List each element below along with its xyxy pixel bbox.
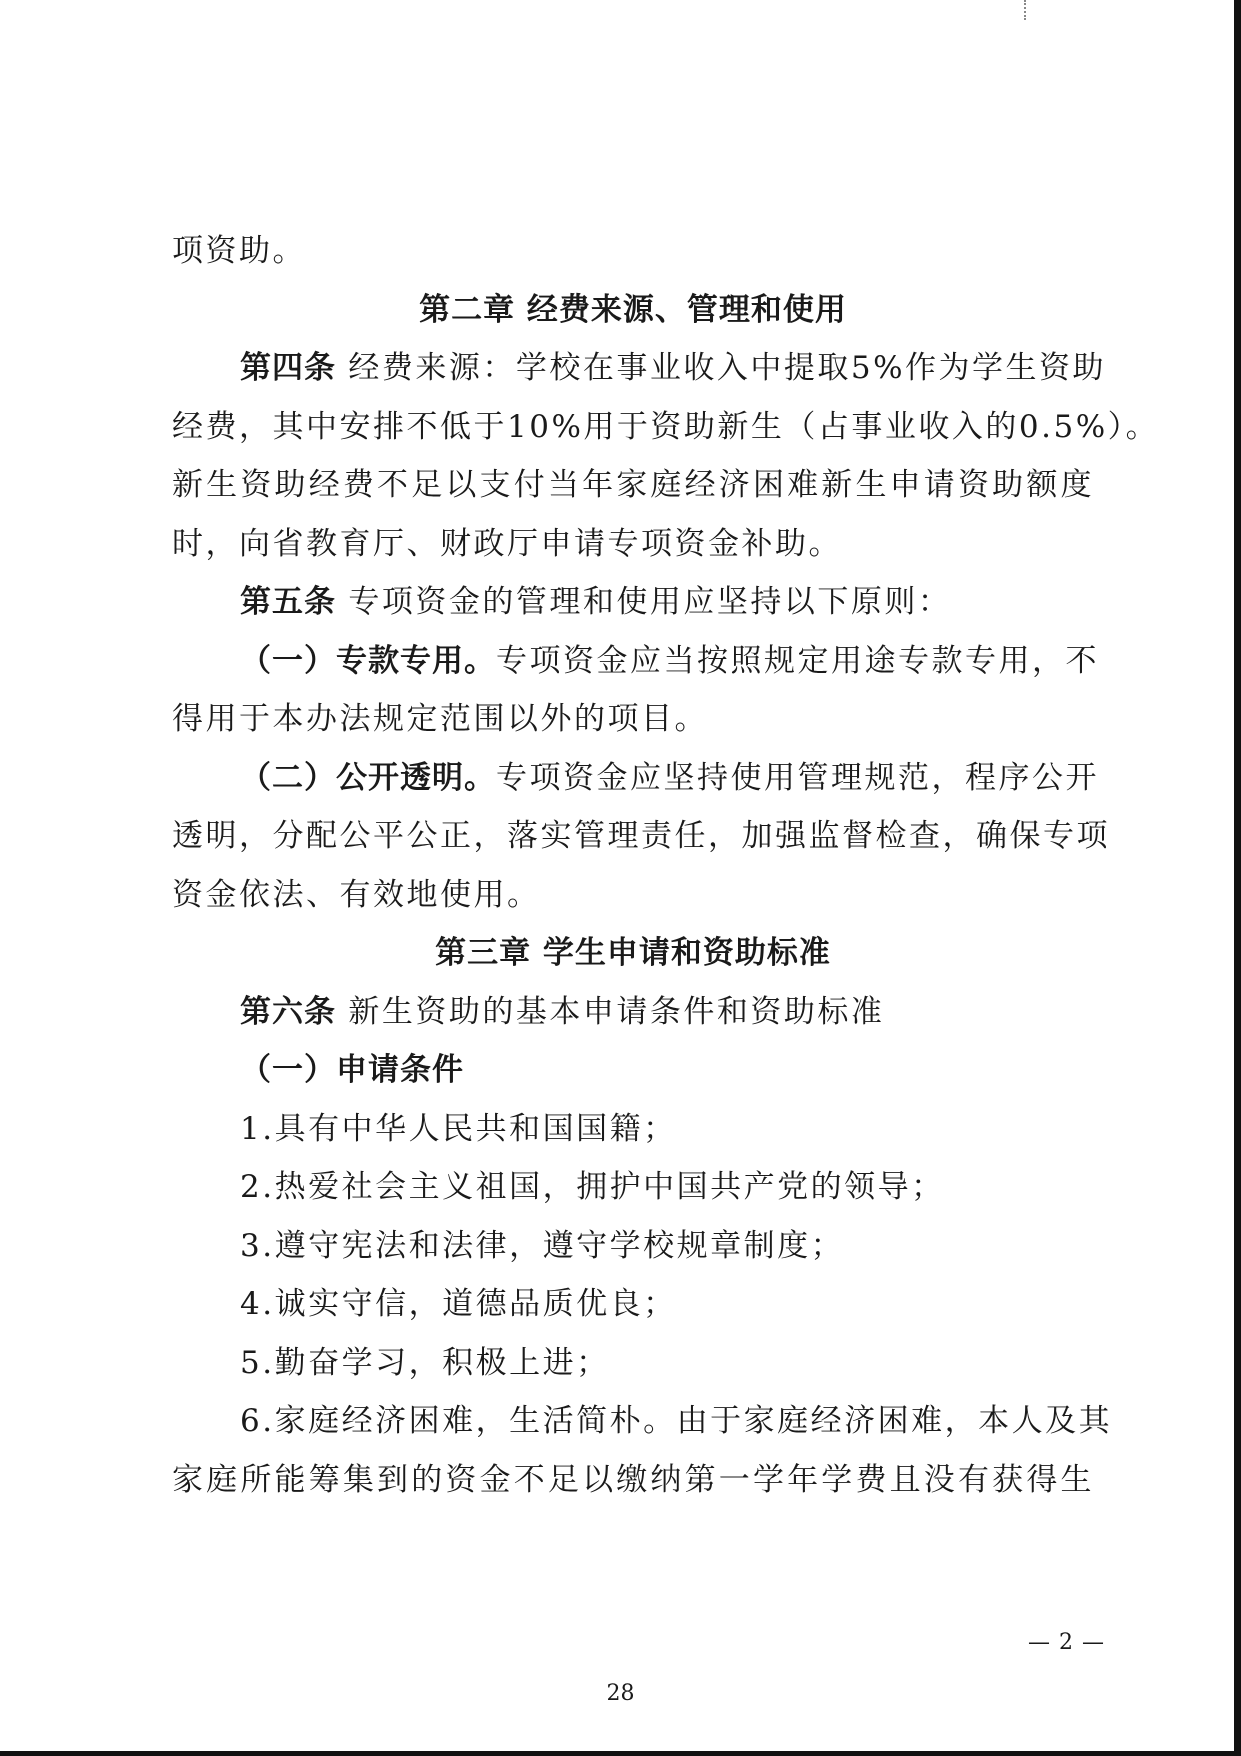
principle-2-line-1 (172, 749, 1099, 808)
list-item: 5.勤奋学习，积极上进； (240, 1344, 610, 1381)
article-6-line (172, 983, 1094, 1042)
document-body (172, 222, 1160, 1509)
continuation-text: 项资助。 (172, 233, 306, 269)
list-item: 2.热爱社会主义祖国，拥护中国共产党的领导； (240, 1169, 945, 1205)
page-number: 28 (606, 1681, 635, 1706)
article-4-line-4: 时，向省教育厅、财政厅申请专项资金补助。 (172, 525, 842, 562)
principle-1-label: （一）专款专用。 (240, 642, 496, 679)
article-6-label: 第六条 (240, 993, 336, 1030)
principle-2-line-2: 透明，分配公平公正，落实管理责任，加强监督检查，确保专项 (172, 818, 1110, 854)
list-item: 4.诚实守信，道德品质优良； (240, 1286, 677, 1322)
principle-1-text: 专项资金应当按照规定用途专款专用，不 (496, 642, 1099, 679)
article-5-label: 第五条 (240, 584, 336, 620)
subsection-heading: （一）申请条件 (240, 1052, 464, 1088)
article-5-line (172, 573, 1094, 632)
list-item-6-line-2: 家庭所能筹集到的资金不足以缴纳第一学年学费且没有获得生 (172, 1461, 1094, 1498)
article-4-line-1 (172, 339, 1107, 398)
list-item: 3.遵守宪法和法律，遵守学校规章制度； (240, 1227, 845, 1264)
chapter-2-heading: 第二章 经费来源、管理和使用 (419, 291, 847, 328)
principle-1-line-1 (172, 632, 1099, 691)
principle-1-line-2: 得用于本办法规定范围以外的项目。 (172, 701, 708, 737)
scan-edge-right (1234, 0, 1241, 1756)
principle-2-line-3: 资金依法、有效地使用。 (172, 876, 541, 913)
chapter-3-heading: 第三章 学生申请和资助标准 (435, 935, 831, 971)
principle-2-text: 专项资金应坚持使用管理规范，程序公开 (496, 759, 1099, 796)
list-item-6-line-1: 6.家庭经济困难，生活简朴。由于家庭经济困难，本人及其 (240, 1403, 1113, 1439)
article-4-line-3: 新生资助经费不足以支付当年家庭经济困难新生申请资助额度 (172, 467, 1094, 503)
scan-artifact (1024, 0, 1028, 20)
page-label: — 2 — (1028, 1630, 1105, 1655)
scan-edge-bottom (0, 1751, 1241, 1756)
article-4-label: 第四条 (240, 350, 336, 386)
article-6-intro: 新生资助的基本申请条件和资助标准 (336, 993, 885, 1030)
article-5-intro: 专项资金的管理和使用应坚持以下原则： (336, 584, 952, 620)
article-4-text: 经费来源：学校在事业收入中提取5%作为学生资助 (336, 350, 1107, 386)
principle-2-label: （二）公开透明。 (240, 759, 496, 796)
article-4-line-2: 经费，其中安排不低于10%用于资助新生（占事业收入的0.5%）。 (172, 408, 1160, 445)
list-item: 1.具有中华人民共和国国籍； (240, 1110, 677, 1147)
